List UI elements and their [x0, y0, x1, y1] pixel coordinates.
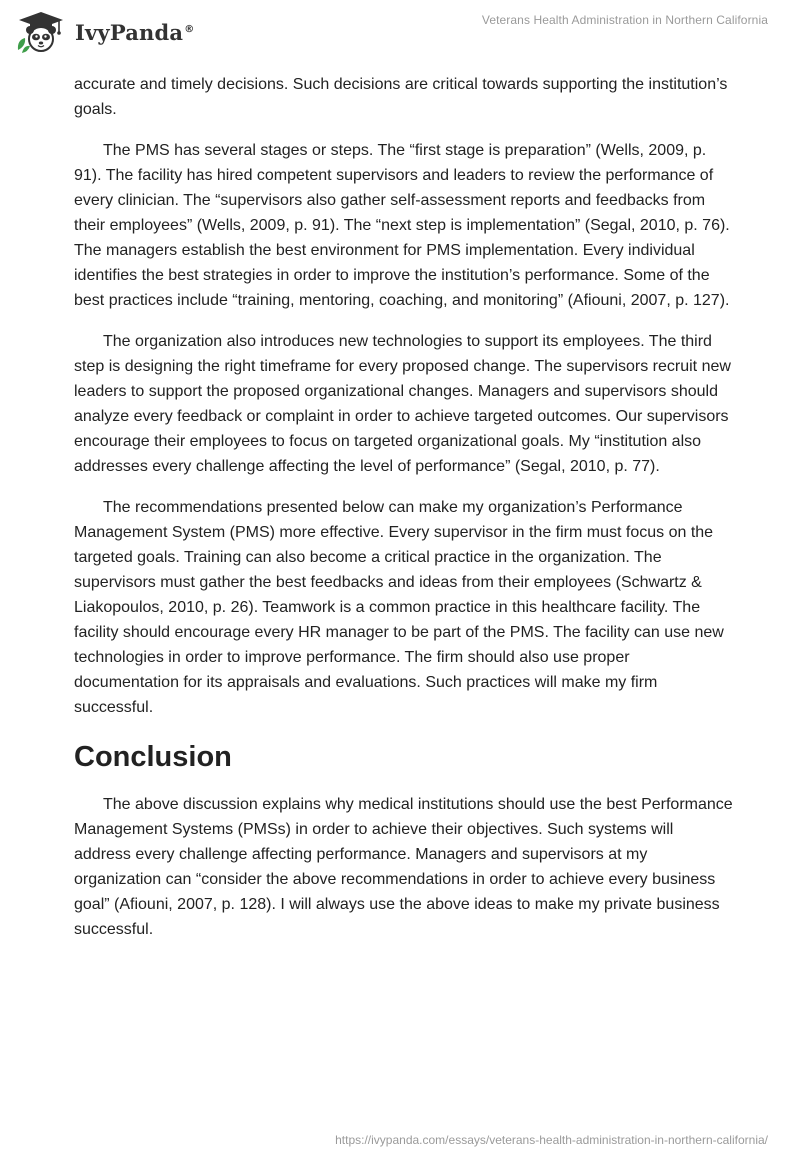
- panda-graduate-logo-icon: [15, 10, 67, 54]
- page-header: [0, 0, 800, 64]
- essay-body: [74, 72, 734, 958]
- brand-logo[interactable]: [15, 10, 194, 54]
- document-title: Veterans Health Administration in Northern California: [481, 13, 768, 27]
- registered-mark: ®: [184, 23, 195, 35]
- paragraph-recommendations: The recommendations presented below can make my organization’s Performance Management System (PMS) more effective. Every supervisor in the firm must focus on the targeted goals. Training can also become a critical practice in the organization. The supervisors must gather the best feedbacks and ideas from their employees (Schwartz & Liakopoulos, 2010, p. 26). Teamwork is a common practice in this healthcare facility. The facility should encourage every HR manager to be part of the PMS. The facility can use new technologies in order to improve performance. The firm should also use proper documentation for its appraisals and evaluations. Such practices will make my firm successful.: [74, 499, 724, 716]
- paragraph-technologies: The organization also introduces new technologies to support its employees. The third step is designing the right timeframe for every proposed change. The supervisors recruit new leaders to support the proposed organizational changes. Managers and supervisors should analyze every feedback or complaint in order to achieve targeted outcomes. Our supervisors encourage their employees to focus on targeted organizational goals. My “institution also addresses every challenge affecting the level of performance” (Segal, 2010, p. 77).: [74, 333, 731, 475]
- conclusion-heading: Conclusion: [74, 741, 232, 773]
- paragraph-conclusion: The above discussion explains why medical institutions should use the best Performance Management Systems (PMSs) in order to achieve their objectives. Such systems will address every challenge affecting performance. Managers and supervisors at my organization can “consider the above recommendations in order to achieve every business goal” (Afiouni, 2007, p. 128). I will always use the above ideas to make my private business successful.: [74, 796, 733, 938]
- paragraph-continuation: accurate and timely decisions. Such decisions are critical towards supporting the institution’s goals.: [74, 76, 728, 118]
- paragraph-pms-stages: The PMS has several stages or steps. The “first stage is preparation” (Wells, 2009, p. 91). The facility has hired competent supervisors and leaders to review the performance of every clinician. The “supervisors also gather self-assessment reports and feedbacks from their employees” (Wells, 2009, p. 91). The “next step is implementation” (Segal, 2010, p. 76). The managers establish the best environment for PMS implementation. Every individual identifies the best strategies in order to improve the institution’s performance. Some of the best practices include “training, mentoring, coaching, and monitoring” (Afiouni, 2007, p. 127).: [74, 142, 730, 309]
- source-url[interactable]: https://ivypanda.com/essays/veterans-health-administration-in-northern-california/: [335, 1133, 768, 1147]
- brand-name: IvyPanda®: [75, 19, 195, 45]
